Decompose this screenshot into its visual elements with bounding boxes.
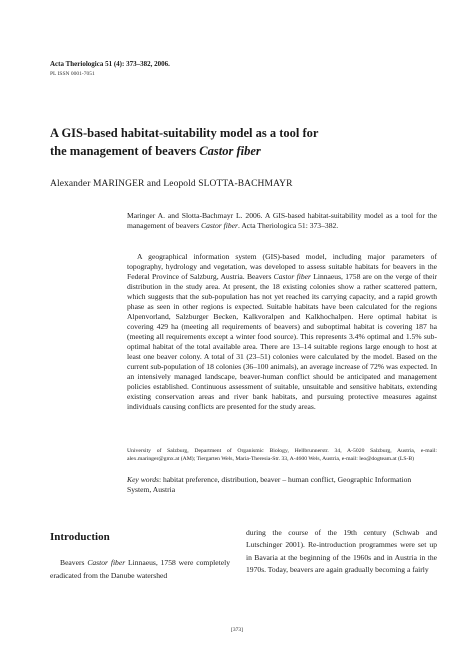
author-list: Alexander MARINGER and Leopold SLOTTA-BACHMAYR — [50, 179, 293, 189]
journal-citation-header: Acta Theriologica 51 (4): 373–382, 2006. — [50, 60, 170, 68]
introduction-left-column — [50, 557, 230, 582]
abstract-part-1: A geographical information system (GIS)-based model, including major parameters of topography, hydrology and vegetation, was developed to assess suitable habitats for beavers in the Federal Province of Salzburg, Austria. Beavers — [127, 252, 437, 281]
intro-left-text: Linnaeus, 1758 were completely eradicated from the Danube watershed — [50, 558, 230, 580]
article-title — [50, 124, 440, 160]
page-number: [373] — [231, 627, 243, 633]
author-affiliation: University of Salzburg, Department of Organismic Biology, Hellbrunnerstr. 34, A-5020 Salzburg, Austria, e-mail: alex.maringer@gmx.at (AM); Tiergarten Wels, Maria-Theresia-Str. 33, A-4600 Wels, Austria, e-mail: leo@dogteam.at (LS-B) — [127, 448, 437, 462]
citation-species: Castor fiber — [201, 221, 238, 231]
citation-text-before: Maringer A. and Slotta-Bachmayr L. 2006. A GIS-based habitat-suitability model as a tool for the management of beavers — [127, 211, 437, 231]
citation-text-after: . Acta Theriologica 51: 373–382. — [237, 221, 339, 231]
issn-line: PL ISSN 0001-7051 — [50, 71, 95, 77]
introduction-heading: Introduction — [50, 531, 110, 543]
keywords-label: Key words — [127, 475, 159, 484]
keywords-text: : habitat preference, distribution, beaver – human conflict, Geographic Information System, Austria — [127, 475, 412, 494]
introduction-right-column: during the course of the 19th century (Schwab and Lutschinger 2001). Re-introduction programmes were set up in Bavaria at the beginning of the 1960s and in Austria in the 1970s. Today, beavers are again gradually becoming a fairly — [246, 528, 437, 575]
title-species: Castor fiber — [199, 144, 261, 158]
keywords — [127, 475, 437, 495]
reference-citation — [127, 211, 437, 231]
intro-left-prefix: Beavers — [60, 558, 88, 567]
abstract-part-2: Linnaeus, 1758 are on the verge of their distribution in the study area. At present, the 18 existing colonies show a rather scattered pattern, which suggests that the sub-population has not yet reached its carrying capacity, and a rapid growth phase as seen in other regions is expected. Suitable habitats have been calculated for the regions Alpenvorland, Salzburger Becken, Kalkvoralpen and Kalkhochalpen. Here optimal habitat is covering 429 ha (meeting all requirements of beavers) and suboptimal habitat is covering 187 ha (meeting all requirements except a winter food source). This represents 3.4% optimal and 1.5% sub-optimal habitat of the total available area. There are 13–14 suitable regions large enough to host at least one beaver colony. A total of 31 (23–51) colonies were calculated by the model. Based on the current sub-population of 18 colonies (36–100 animals), an average increase of 72% was expected. In an intensively managed landscape, beaver-human conflict should be anticipated and management policies established. Continuous assessment of suitable, unsuitable and sensitive habitats, extending existing conservation areas and river bank habitats, and pursuing protective measures against individuals causing conflicts are presented for the study areas. — [127, 272, 438, 411]
title-line-1: A GIS-based habitat-suitability model as a tool for — [50, 126, 319, 140]
title-line-2: the management of beavers — [50, 144, 200, 158]
abstract-species: Castor fiber — [273, 272, 311, 281]
intro-left-species: Castor fiber — [87, 558, 126, 567]
abstract — [127, 252, 437, 412]
